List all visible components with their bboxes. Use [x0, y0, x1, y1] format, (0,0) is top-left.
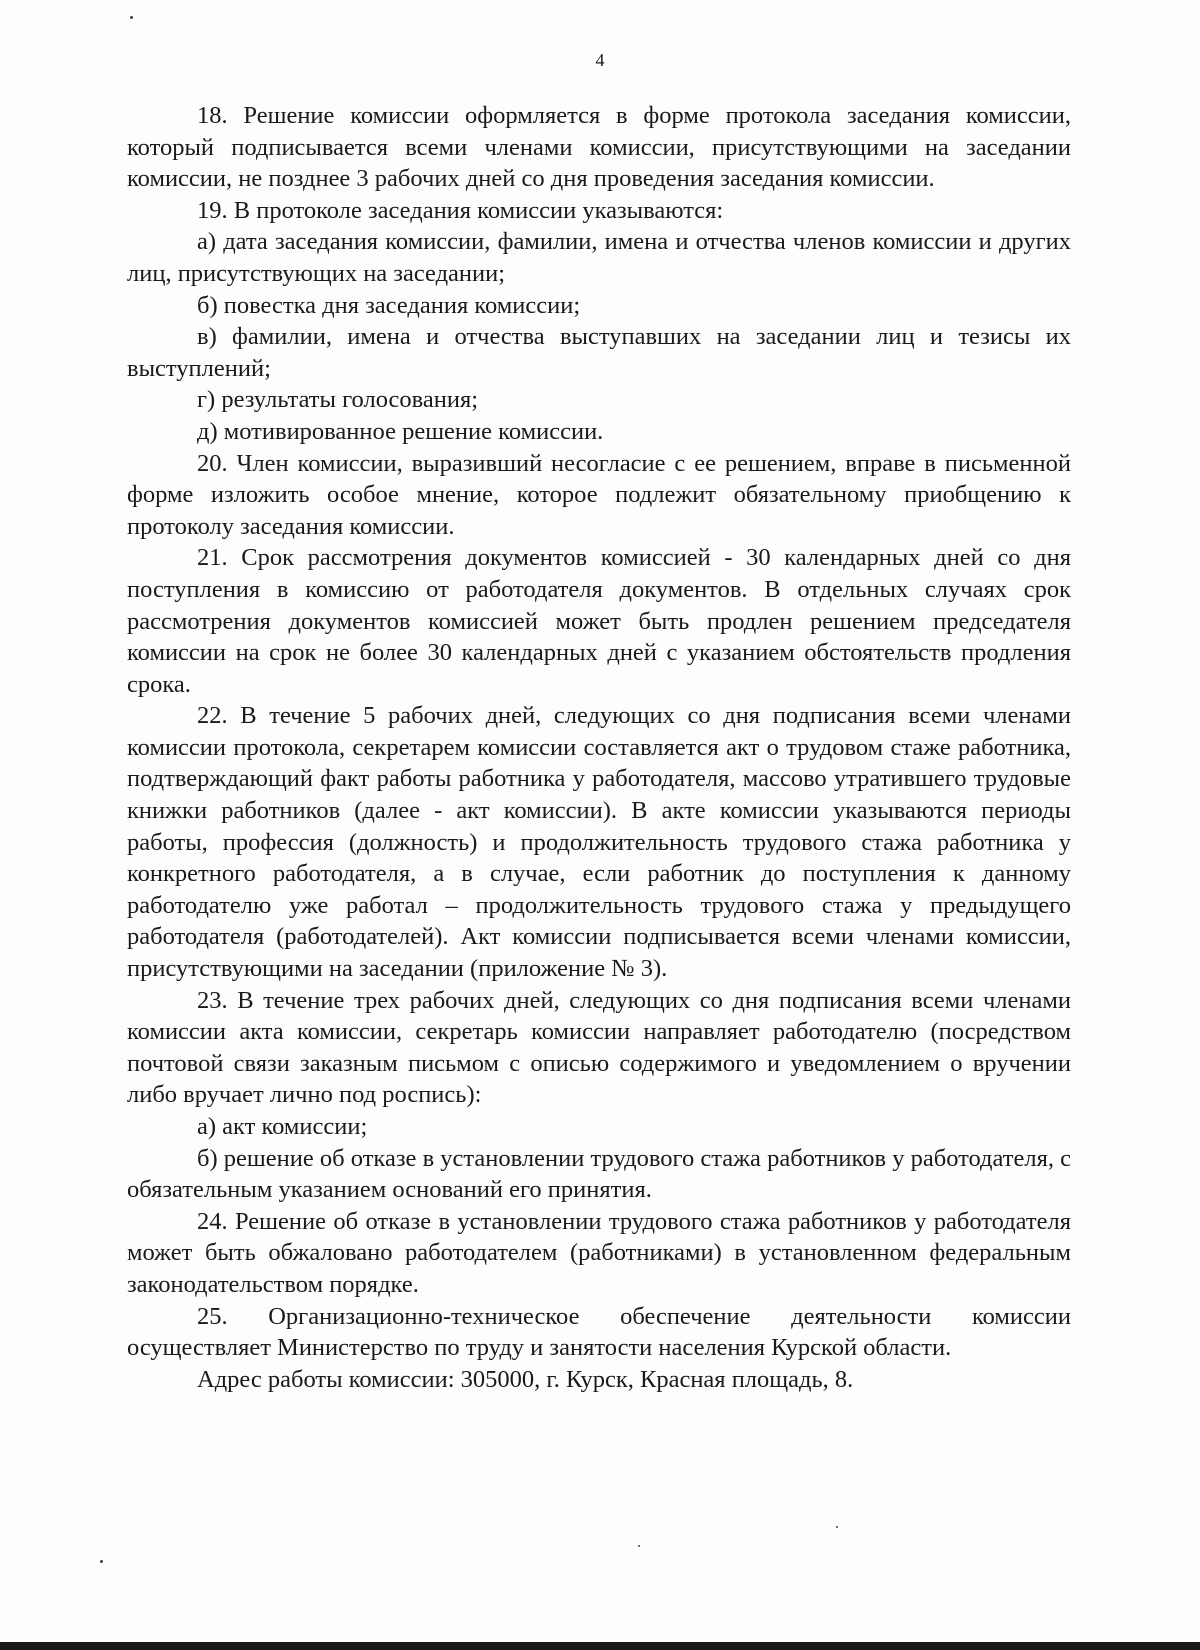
paragraph-25: 25. Организационно-техническое обеспечение деятельности комиссии осуществляет Министерство по труду и занятости населения Курской области. — [127, 1302, 1071, 1362]
paragraph-21: 21. Срок рассмотрения документов комиссией - 30 календарных дней со дня поступления в комиссию от работодателя документов. В отдельных случаях срок рассмотрения документов комиссией может быть продлен решением председателя комиссии на срок не более 30 календарных дней с указанием обстоятельств продления срока. — [127, 544, 1071, 698]
scan-speck — [100, 1560, 103, 1563]
paragraph-18: 18. Решение комиссии оформляется в форме протокола заседания комиссии, который подписывается всеми членами комиссии, присутствующими на заседании комиссии, не позднее 3 рабочих дней со дня проведения заседания комиссии. — [127, 102, 1071, 193]
scan-speck — [130, 16, 133, 19]
paragraph-20: 20. Член комиссии, выразивший несогласие с ее решением, вправе в письменной форме изложить особое мнение, которое подлежит обязательному приобщению к протоколу заседания комиссии. — [127, 449, 1071, 540]
paragraph-19-b: б) повестка дня заседания комиссии; — [197, 291, 581, 319]
paragraph-22: 22. В течение 5 рабочих дней, следующих со дня подписания всеми членами комиссии протокола, секретарем комиссии составляется акт о трудовом стаже работника, подтверждающий факт работы работника у работодателя, массово утратившего трудовые книжки работников (далее - акт комиссии). В акте комиссии указываются периоды работы, профессия (должность) и продолжительность трудового стажа работника у конкретного работодателя, а в случае, если работник до поступления к данному работодателю уже работал – продолжительность трудового стажа у предыдущего работодателя (работодателей). Акт комиссии подписывается всеми членами комиссии, присутствующими на заседании (приложение № 3). — [127, 702, 1071, 983]
commission-address: Адрес работы комиссии: 305000, г. Курск, Красная площадь, 8. — [197, 1365, 854, 1393]
document-body — [127, 100, 1071, 1395]
paragraph-23-a: а) акт комиссии; — [197, 1113, 368, 1140]
paragraph-19-d: д) мотивированное решение комиссии. — [197, 417, 604, 445]
scan-speck — [638, 1545, 640, 1547]
paragraph-23-b: б) решение об отказе в установлении трудового стажа работников у работодателя, с обязательным указанием оснований его принятия. — [127, 1144, 1071, 1204]
paragraph-19: 19. В протоколе заседания комиссии указываются: — [197, 196, 724, 224]
paragraph-19-v: в) фамилии, имена и отчества выступавших на заседании лиц и тезисы их выступлений; — [127, 323, 1071, 382]
page-number: 4 — [595, 50, 605, 70]
scan-bottom-edge — [0, 1642, 1200, 1650]
paragraph-24: 24. Решение об отказе в установлении трудового стажа работников у работодателя может быть обжаловано работодателем (работниками) в установленном федеральным законодательством порядке. — [127, 1207, 1071, 1298]
paragraph-19-a: а) дата заседания комиссии, фамилии, имена и отчества членов комиссии и других лиц, присутствующих на заседании; — [127, 228, 1071, 287]
paragraph-19-g: г) результаты голосования; — [197, 386, 479, 414]
scan-speck — [836, 1526, 838, 1528]
paragraph-23: 23. В течение трех рабочих дней, следующих со дня подписания всеми членами комиссии акта комиссии, секретарь комиссии направляет работодателю (посредством почтовой связи заказным письмом с описью содержимого и уведомлением о вручении либо вручает лично под роспись): — [127, 986, 1071, 1109]
